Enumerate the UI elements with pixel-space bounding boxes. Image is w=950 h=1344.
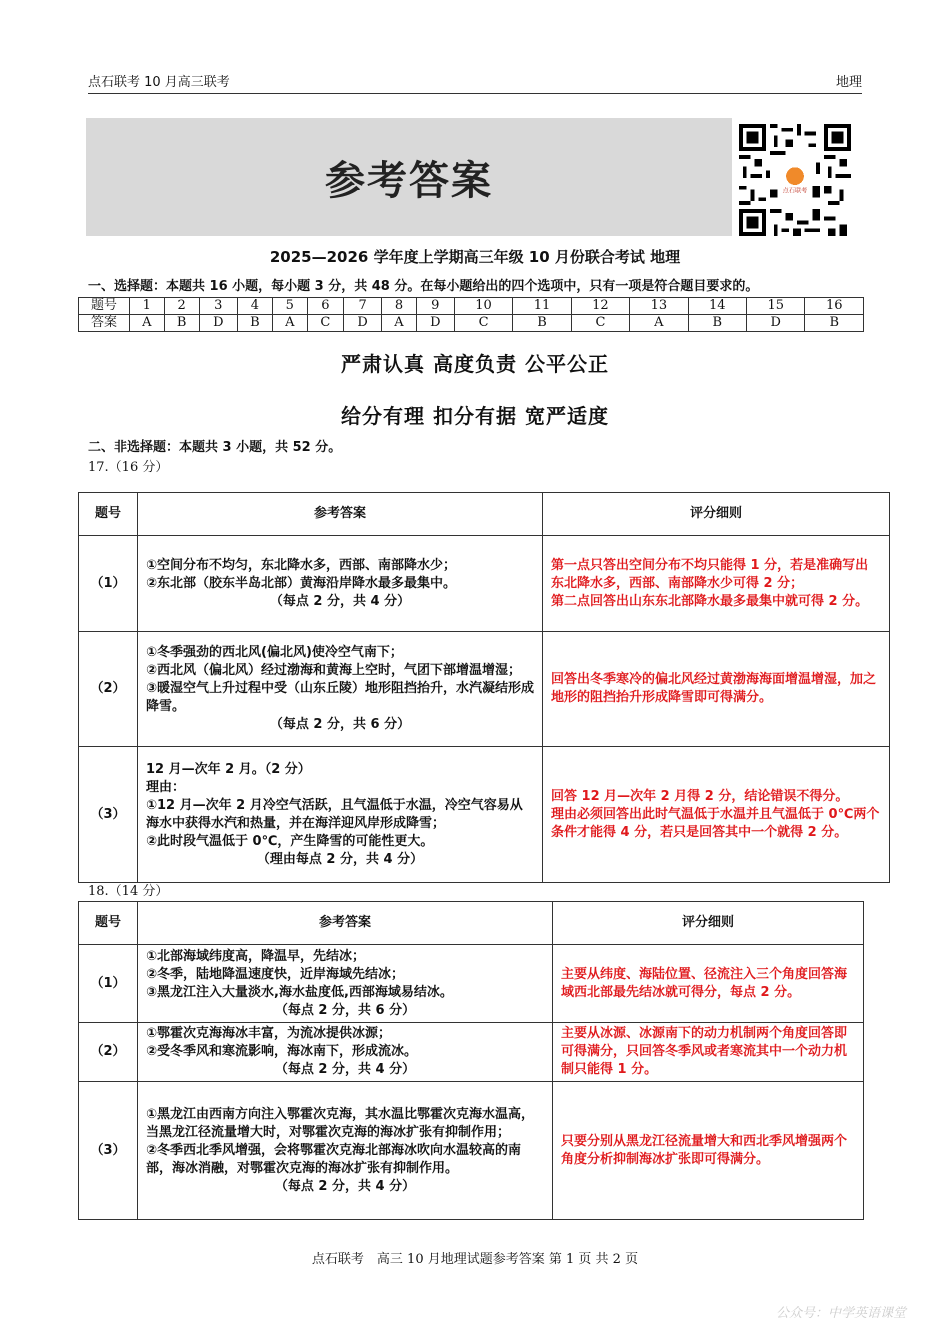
banner-title: 参考答案 [325, 156, 493, 204]
mc-row-answers [79, 315, 864, 332]
header-left: 点石联考 10 月高三联考 [88, 75, 230, 90]
rule-line: 回答出冬季寒冷的偏北风经过黄渤海海面增温增湿，加之地形的阻挡抬升形成降雪即可得满分。 [551, 672, 877, 705]
q17-header-row [79, 493, 890, 536]
table-row [79, 536, 890, 632]
mc-number: 10 [454, 298, 512, 315]
answer-line: 12 月—次年 2 月。（2 分） [146, 761, 311, 777]
q18-header-row [79, 902, 864, 945]
page-header [88, 70, 862, 94]
rule-line: 只要分别从黑龙江径流量增大和西北季风增强两个角度分析抑制海冰扩张即可得满分。 [561, 1133, 848, 1167]
answer-line: ②此时段气温低于 0℃，产生降雪的可能性更大。 [146, 833, 434, 849]
q17-row2-num: （2） [79, 632, 138, 747]
exam-title: 2025—2026 学年度上学期高三年级 10 月份联合考试 地理 [269, 248, 681, 266]
answer-line: ②冬季西北季风增强，会将鄂霍次克海北部海冰吹向水温较高的南部，海冰消融，对鄂霍次克海的海冰扩张有抑制作用。 [146, 1142, 522, 1176]
watermark: 公众号：中学英语课堂 [775, 1306, 906, 1321]
rule-line: 回答 12 月—次年 2 月得 2 分，结论错误不得分。 [551, 788, 849, 804]
mc-answer: C [454, 315, 512, 332]
q18-row3-num: （3） [79, 1082, 138, 1220]
mc-answer: A [630, 315, 688, 332]
answer-line: ①12 月—次年 2 月冷空气活跃，且气温低于水温，冷空气容易从海水中获得水汽和热量，并在海洋迎风岸形成降雪； [146, 797, 523, 831]
q18-row2-answer [138, 1023, 553, 1082]
q17-row1-rule [543, 536, 890, 632]
score-note: （每点 2 分，共 6 分） [269, 717, 411, 732]
mc-answer: B [237, 315, 272, 332]
answer-line: ③暖湿空气上升过程中受（山东丘陵）地形阻挡抬升，水汽凝结形成降雪。 [146, 681, 535, 714]
slogan-2: 给分有理 扣分有据 宽严适度 [341, 404, 609, 428]
table-row [79, 632, 890, 747]
rule-line: 主要从冰源、冰源南下的动力机制两个角度回答即可得满分，只回答冬季风或者寒流其中一个动力机制只能得 1 分。 [561, 1026, 848, 1077]
mc-number: 13 [630, 298, 688, 315]
header-right: 地理 [835, 75, 862, 90]
mc-number: 12 [571, 298, 629, 315]
answer-line: ③黑龙江注入大量淡水,海水盐度低,西部海域易结冰。 [146, 984, 453, 1000]
mc-number: 14 [688, 298, 746, 315]
mc-number: 2 [164, 298, 199, 315]
q18-col-rule: 评分细则 [553, 902, 864, 945]
mc-number: 11 [513, 298, 571, 315]
q18-heading: 18.（14 分） [88, 884, 169, 899]
q18-row3-answer [138, 1082, 553, 1220]
mc-number: 5 [273, 298, 308, 315]
mc-answer-table [78, 297, 864, 332]
q18-row1-rule [553, 945, 864, 1023]
q17-table [78, 492, 890, 883]
answer-line: ①黑龙江由西南方向注入鄂霍次克海，其水温比鄂霍次克海水温高，当黑龙江径流量增大时，对鄂霍次克海的海冰扩张有抑制作用； [146, 1106, 535, 1140]
mc-number: 6 [307, 298, 343, 315]
section2-heading: 二、非选择题：本题共 3 小题，共 52 分。 [88, 440, 342, 455]
table-row [79, 945, 864, 1023]
slogan-1: 严肃认真 高度负责 公平公正 [341, 352, 609, 376]
q17-col-num: 题号 [79, 493, 138, 536]
mc-answer: C [571, 315, 629, 332]
mc-number: 3 [199, 298, 237, 315]
mc-answer: B [688, 315, 746, 332]
q18-table [78, 901, 864, 1220]
score-note: （每点 2 分，共 4 分） [269, 593, 411, 609]
mc-number: 8 [382, 298, 417, 315]
mc-answer: C [307, 315, 343, 332]
q18-row3-rule [553, 1082, 864, 1220]
answer-line: ①冬季强劲的西北风(偏北风)使冷空气南下； [146, 645, 403, 660]
mc-answer: D [199, 315, 237, 332]
q17-row3-rule [543, 747, 890, 883]
score-note: （每点 2 分，共 6 分） [274, 1002, 416, 1018]
q18-row1-answer [138, 945, 553, 1023]
answer-line: ②东北部（胶东半岛北部）黄海沿岸降水最多最集中。 [146, 575, 457, 591]
mc-answer: D [416, 315, 454, 332]
rule-line: 第二点回答出山东东北部降水最多最集中就可得 2 分。 [551, 593, 869, 609]
title-banner [86, 118, 732, 236]
mc-number: 7 [344, 298, 382, 315]
q17-col-answer: 参考答案 [138, 493, 543, 536]
q17-row1-answer [138, 536, 543, 632]
q18-row2-rule [553, 1023, 864, 1082]
qr-logo-text: 点石联考 [782, 187, 808, 195]
mc-number: 9 [416, 298, 454, 315]
mc-number: 4 [237, 298, 272, 315]
mc-answer: D [344, 315, 382, 332]
q17-heading: 17.（16 分） [88, 460, 169, 475]
mc-answer: B [805, 315, 864, 332]
q17-row1-num: （1） [79, 536, 138, 632]
answer-line: ①空间分布不均匀，东北降水多，西部、南部降水少； [146, 557, 457, 573]
qr-code [738, 124, 852, 236]
mc-number: 15 [747, 298, 805, 315]
q18-col-answer: 参考答案 [138, 902, 553, 945]
table-row [79, 1082, 864, 1220]
mc-answer: D [747, 315, 805, 332]
page-footer: 点石联考 高三 10 月地理试题参考答案 第 1 页 共 2 页 [311, 1252, 639, 1267]
mc-row1-label: 题号 [79, 298, 130, 315]
q17-row3-num: （3） [79, 747, 138, 883]
mc-answer: B [513, 315, 571, 332]
mc-number: 16 [805, 298, 864, 315]
q17-row2-answer [138, 632, 543, 747]
score-note: （理由每点 2 分，共 4 分） [256, 851, 424, 867]
mc-row2-label: 答案 [79, 315, 130, 332]
score-note: （每点 2 分，共 4 分） [274, 1178, 416, 1194]
answer-line: ②冬季，陆地降温速度快，近岸海域先结冰； [146, 966, 405, 982]
table-row [79, 1023, 864, 1082]
answer-line: ②受冬季风和寒流影响，海冰南下，形成流冰。 [146, 1044, 418, 1059]
q18-row2-num: （2） [79, 1023, 138, 1082]
answer-line: 理由： [146, 779, 186, 795]
mc-answer: A [382, 315, 417, 332]
answer-line: ①北部海域纬度高，降温早，先结冰； [146, 948, 366, 964]
table-row [79, 747, 890, 883]
rule-line: 主要从纬度、海陆位置、径流注入三个角度回答海域西北部最先结冰就可得分，每点 2 分。 [561, 966, 848, 1000]
answer-line: ①鄂霍次克海海冰丰富，为流冰提供冰源； [146, 1026, 392, 1041]
mc-answer: A [273, 315, 308, 332]
mc-answer: A [130, 315, 165, 332]
mc-row-numbers [79, 298, 864, 315]
score-note: （每点 2 分，共 4 分） [274, 1062, 416, 1077]
rule-line: 理由必须回答出此时气温低于水温并且气温低于 0℃两个条件才能得 4 分，若只是回答其中一个就得 2 分。 [551, 806, 880, 840]
rule-line: 第一点只答出空间分布不均只能得 1 分，若是准确写出东北降水多，西部、南部降水少可得 2 分； [551, 557, 869, 591]
q18-col-num: 题号 [79, 902, 138, 945]
q17-row3-answer [138, 747, 543, 883]
section1-heading: 一、选择题：本题共 16 小题，每小题 3 分，共 48 分。在每小题给出的四个选项中，只有一项是符合题目要求的。 [88, 279, 759, 294]
answer-line: ②西北风（偏北风）经过渤海和黄海上空时，气团下部增温增湿； [146, 663, 522, 678]
q17-row2-rule [543, 632, 890, 747]
mc-answer: B [164, 315, 199, 332]
q17-col-rule: 评分细则 [543, 493, 890, 536]
q18-row1-num: （1） [79, 945, 138, 1023]
mc-number: 1 [130, 298, 165, 315]
